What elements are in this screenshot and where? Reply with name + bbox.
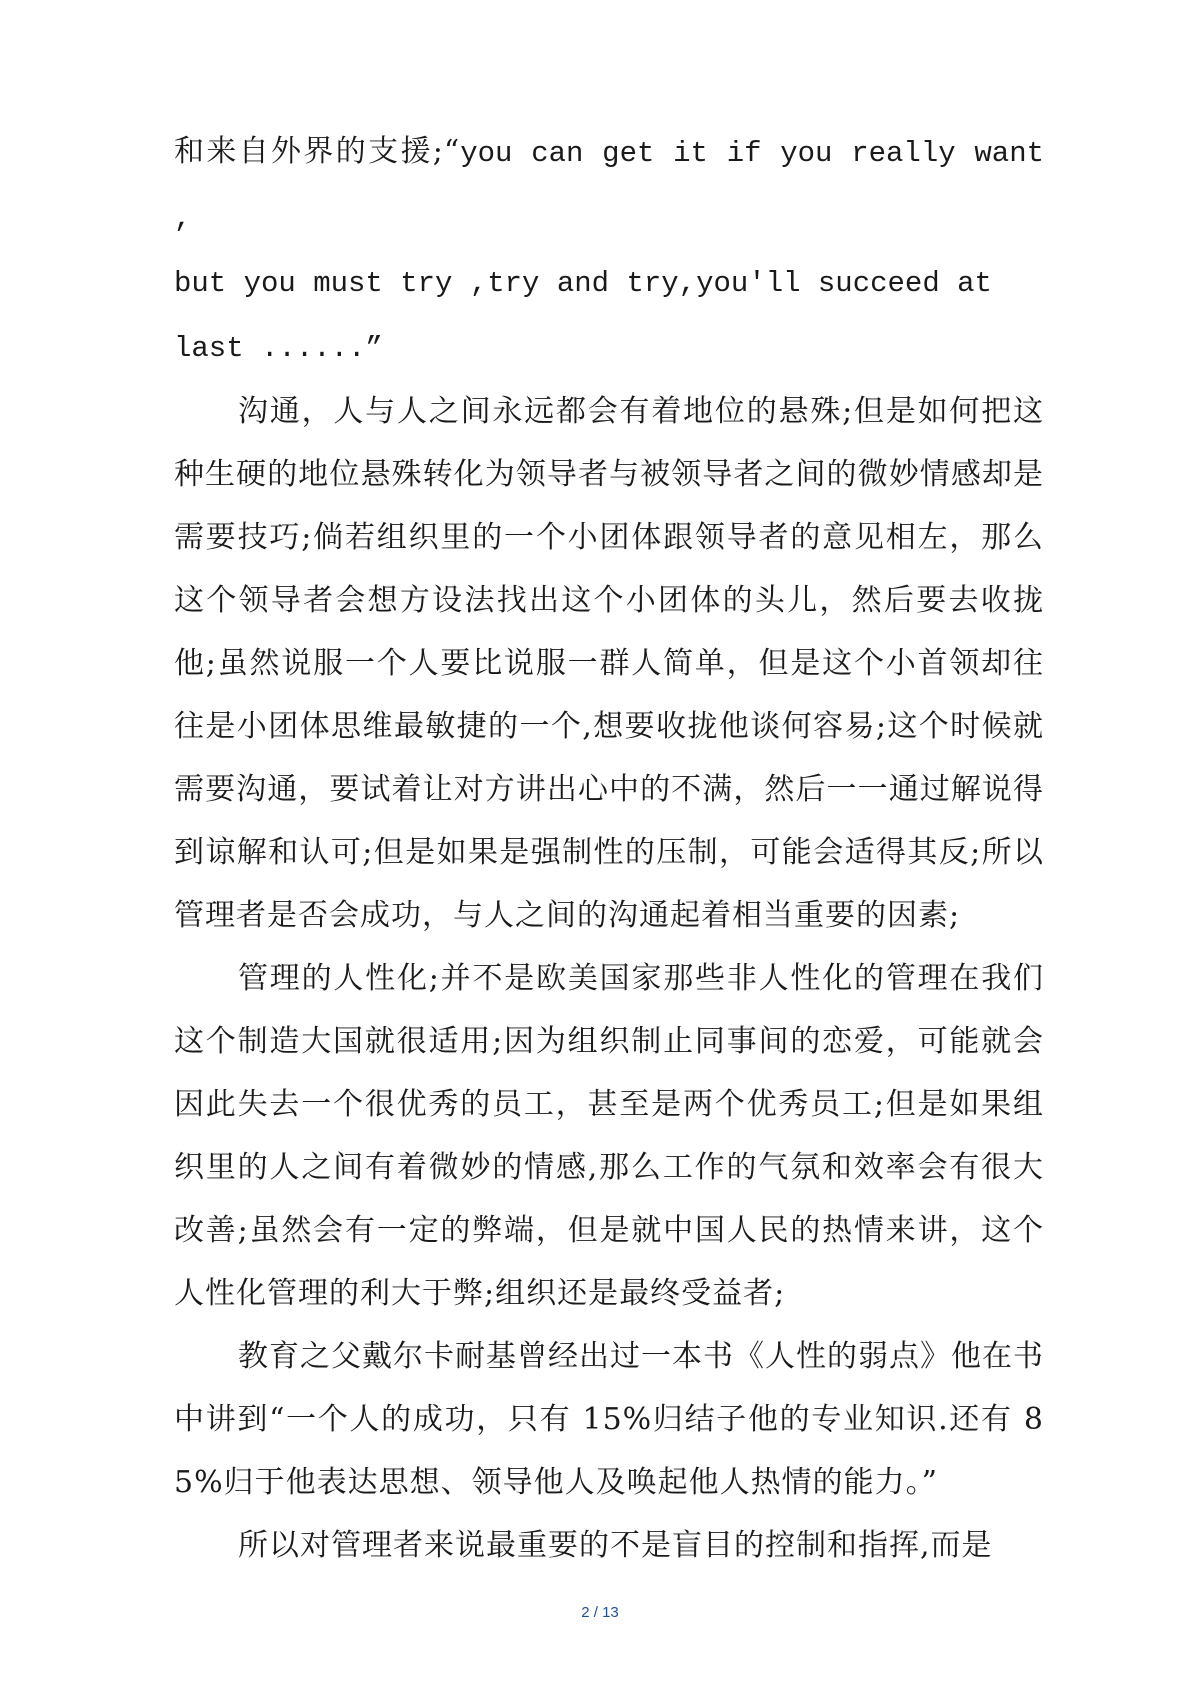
paragraph-humanized-management: 管理的人性化;并不是欧美国家那些非人性化的管理在我们这个制造大国就很适用;因为组织制止同事间的恋爱，可能就会因此失去一个很优秀的员工，甚至是两个优秀员工;但是如果组织里的人之间有着微妙的情感,那么工作的气氛和效率会有很大改善;虽然会有一定的弊端，但是就中国人民的热情来讲，这个人性化管理的利大于弊;组织还是最终受益者; xyxy=(174,961,1044,1311)
quote-lead-text: 和来自外界的支援;“ xyxy=(174,134,461,169)
quote-english-line-3: last ......” xyxy=(174,332,383,365)
paragraph-carnegie: 教育之父戴尔卡耐基曾经出过一本书《人性的弱点》他在书中讲到“一个人的成功，只有 15%归结子他的专业知识.还有 85%归于他表达思想、领导他人及唤起他人热情的能力。” xyxy=(174,1339,1044,1500)
paragraph-communication: 沟通，人与人之间永远都会有着地位的悬殊;但是如何把这种生硬的地位悬殊转化为领导者与被领导者之间的微妙情感却是需要技巧;倘若组织里的一个小团体跟领导者的意见相左，那么这个领导者会想方设法找出这个小团体的头儿，然后要去收拢他;虽然说服一个人要比说服一群人简单，但是这个小首领却往往是小团体思维最敏捷的一个,想要收拢他谈何容易;这个时候就需要沟通，要试着让对方讲出心中的不满，然后一一通过解说得到谅解和认可;但是如果是强制性的压制，可能会适得其反;所以管理者是否会成功，与人之间的沟通起着相当重要的因素; xyxy=(174,394,1044,933)
paragraph-quote xyxy=(174,120,1062,380)
quote-english-line-1: you can get it if you really want , xyxy=(174,137,1062,235)
page-number: 2 / 13 xyxy=(581,1604,619,1621)
quote-english-line-2: but you must try ,try and try,you'll succeed at xyxy=(174,267,992,300)
paragraph-conclusion: 所以对管理者来说最重要的不是盲目的控制和指挥,而是 xyxy=(238,1528,993,1563)
document-body xyxy=(174,120,1062,1577)
